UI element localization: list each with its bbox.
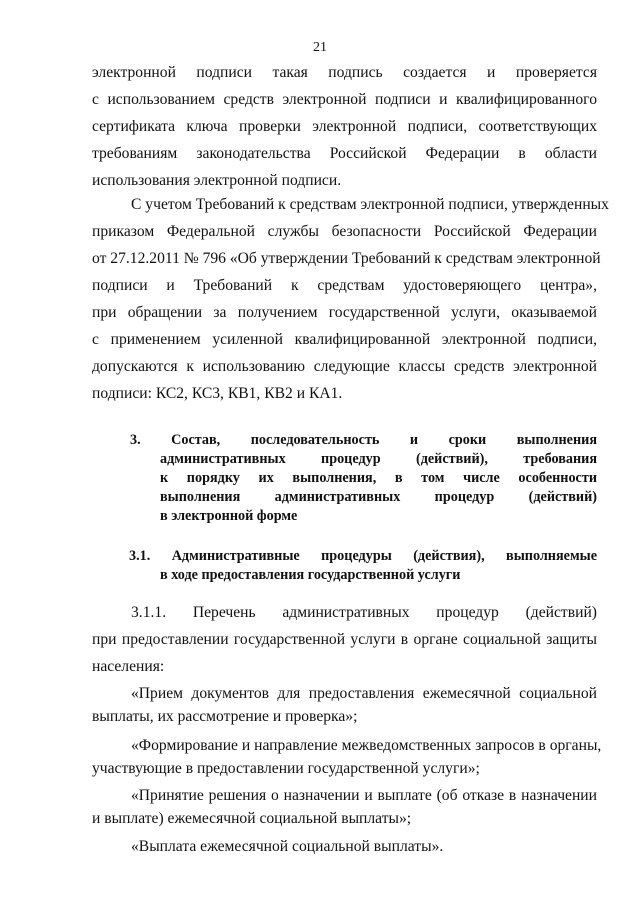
subsection-heading: 3.1. Административные процедуры (действия), выполняемые [129,548,597,564]
text-line: «Принятие решения о назначении и выплате (об отказе в назначении [131,787,597,804]
text-line: допускаются к использованию следующие классы средств электронной [92,358,597,375]
text-line: участвующие в предоставлении государственной услуги»; [92,760,480,777]
text-line: приказом Федеральной службы безопасности Российской Федерации [92,223,597,240]
section-heading: к порядку их выполнения, в том числе особенности [160,470,597,486]
text-line: 3.1.1. Перечень административных процедур (действий) [131,604,597,621]
page-number: 21 [313,40,327,55]
text-line: при предоставлении государственной услуги в органе социальной защиты [92,631,597,648]
text-line: электронной подписи такая подпись создается и проверяется [92,64,597,81]
text-line: «Формирование и направление межведомственных запросов в органы, [131,737,602,754]
text-line: сертификата ключа проверки электронной подписи, соответствующих [92,118,597,135]
text-line: С учетом Требований к средствам электронной подписи, утвержденных [131,196,609,213]
text-line: «Выплата ежемесячной социальной выплаты». [131,838,444,855]
section-heading: 3. Состав, последовательность и сроки выполнения [130,432,597,448]
text-line: от 27.12.2011 № 796 «Об утверждении Требований к средствам электронной [92,250,601,267]
text-line: с применением усиленной квалифицированной электронной подписи, [92,331,597,348]
text-line: населения: [92,658,165,675]
text-line: подписи и Требований к средствам удостоверяющего центра», [92,277,597,294]
section-heading: административных процедур (действий), требования [160,451,597,467]
section-heading: выполнения административных процедур (действий) [160,489,597,505]
text-line: требованиям законодательства Российской Федерации в области [92,145,597,162]
text-line: при обращении за получением государственной услуги, оказываемой [92,304,597,321]
text-line: «Прием документов для предоставления ежемесячной социальной [131,685,597,702]
text-line: и выплате) ежемесячной социальной выплаты»; [92,810,412,827]
text-line: выплаты, их рассмотрение и проверка»; [92,708,358,725]
section-heading: в электронной форме [160,508,298,524]
text-line: с использованием средств электронной подписи и квалифицированного [92,91,597,108]
text-line: подписи: КС2, КС3, КВ1, КВ2 и КА1. [92,385,343,402]
text-line: использования электронной подписи. [92,172,342,189]
subsection-heading: в ходе предоставления государственной услуги [160,567,461,583]
